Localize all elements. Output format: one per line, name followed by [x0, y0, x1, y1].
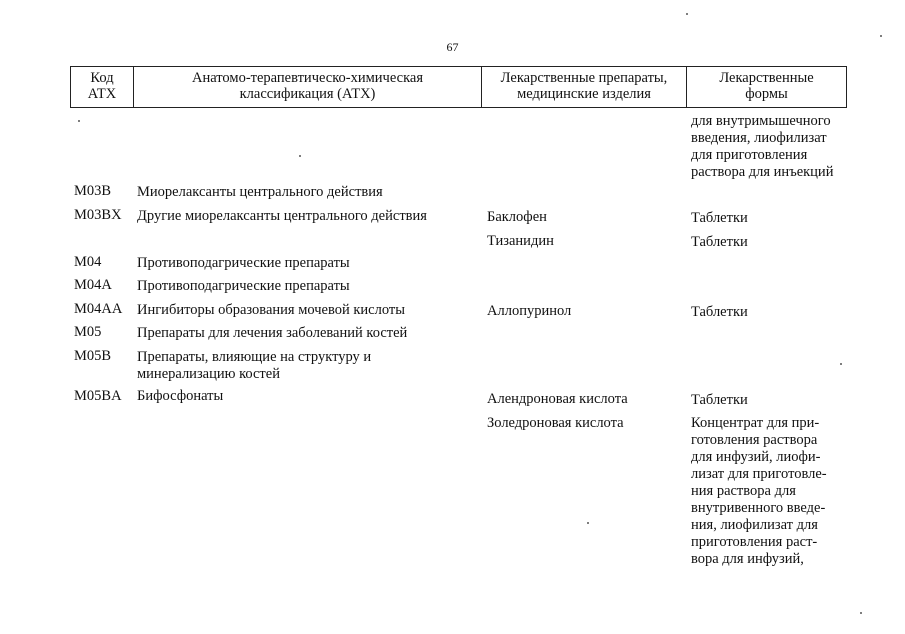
header-classification — [134, 67, 482, 107]
row-drug: Золедроновая кислота — [487, 415, 624, 431]
header-classification-label: Анатомо-терапевтическо-химическая классификация (АТХ) — [191, 70, 424, 102]
header-forms-label: Лекарственные формы — [719, 70, 814, 102]
scan-speck — [840, 363, 842, 365]
row-form: Таблетки — [691, 210, 748, 226]
row-form: Таблетки — [691, 392, 748, 408]
row-code: M04A — [74, 277, 112, 293]
row-drug: Аллопуринол — [487, 303, 572, 319]
row-drug: Алендроновая кислота — [487, 391, 628, 407]
header-forms — [687, 67, 846, 107]
row-classification: Препараты, влияющие на структуру и минерализацию костей — [137, 349, 372, 382]
scan-speck — [860, 612, 862, 614]
row-code: M05 — [74, 324, 102, 340]
row-form: для внутримышечного введения, лиофилизат для приготовления раствора для инъекций — [691, 113, 834, 180]
header-code-label: Код АТХ — [87, 70, 117, 102]
row-code: M03B — [74, 183, 112, 199]
row-code: M05BA — [74, 388, 122, 404]
row-classification: Препараты для лечения заболеваний костей — [137, 325, 408, 341]
row-code: M05B — [74, 348, 112, 364]
scan-speck — [587, 522, 589, 524]
scan-speck — [299, 155, 301, 157]
row-classification: Другие миорелаксанты центрального действия — [137, 208, 427, 224]
row-classification: Противоподагрические препараты — [137, 278, 350, 294]
row-code: M04 — [74, 254, 102, 270]
row-classification: Противоподагрические препараты — [137, 255, 350, 271]
row-drug: Тизанидин — [487, 233, 554, 249]
row-drug: Баклофен — [487, 209, 547, 225]
row-classification: Бифосфонаты — [137, 388, 224, 404]
row-code: M03BX — [74, 207, 122, 223]
header-drugs — [482, 67, 687, 107]
scan-speck — [880, 35, 882, 37]
scan-speck — [78, 120, 80, 122]
scan-speck — [686, 13, 688, 15]
row-code: M04AA — [74, 301, 123, 317]
header-code — [71, 67, 134, 107]
row-classification: Ингибиторы образования мочевой кислоты — [137, 302, 405, 318]
table-header — [70, 66, 847, 108]
page-number: 67 — [446, 40, 459, 54]
row-form: Концентрат для при- готовления раствора для инфузий, лиофи- лизат для приготовле- ния раствора для внутривенного введе- ния, лиофилизат для приготовления раст- вора для инфузий, — [691, 415, 827, 567]
row-form: Таблетки — [691, 234, 748, 250]
row-form: Таблетки — [691, 304, 748, 320]
row-classification: Миорелаксанты центрального действия — [137, 184, 383, 200]
header-drugs-label: Лекарственные препараты, медицинские изделия — [500, 70, 668, 102]
